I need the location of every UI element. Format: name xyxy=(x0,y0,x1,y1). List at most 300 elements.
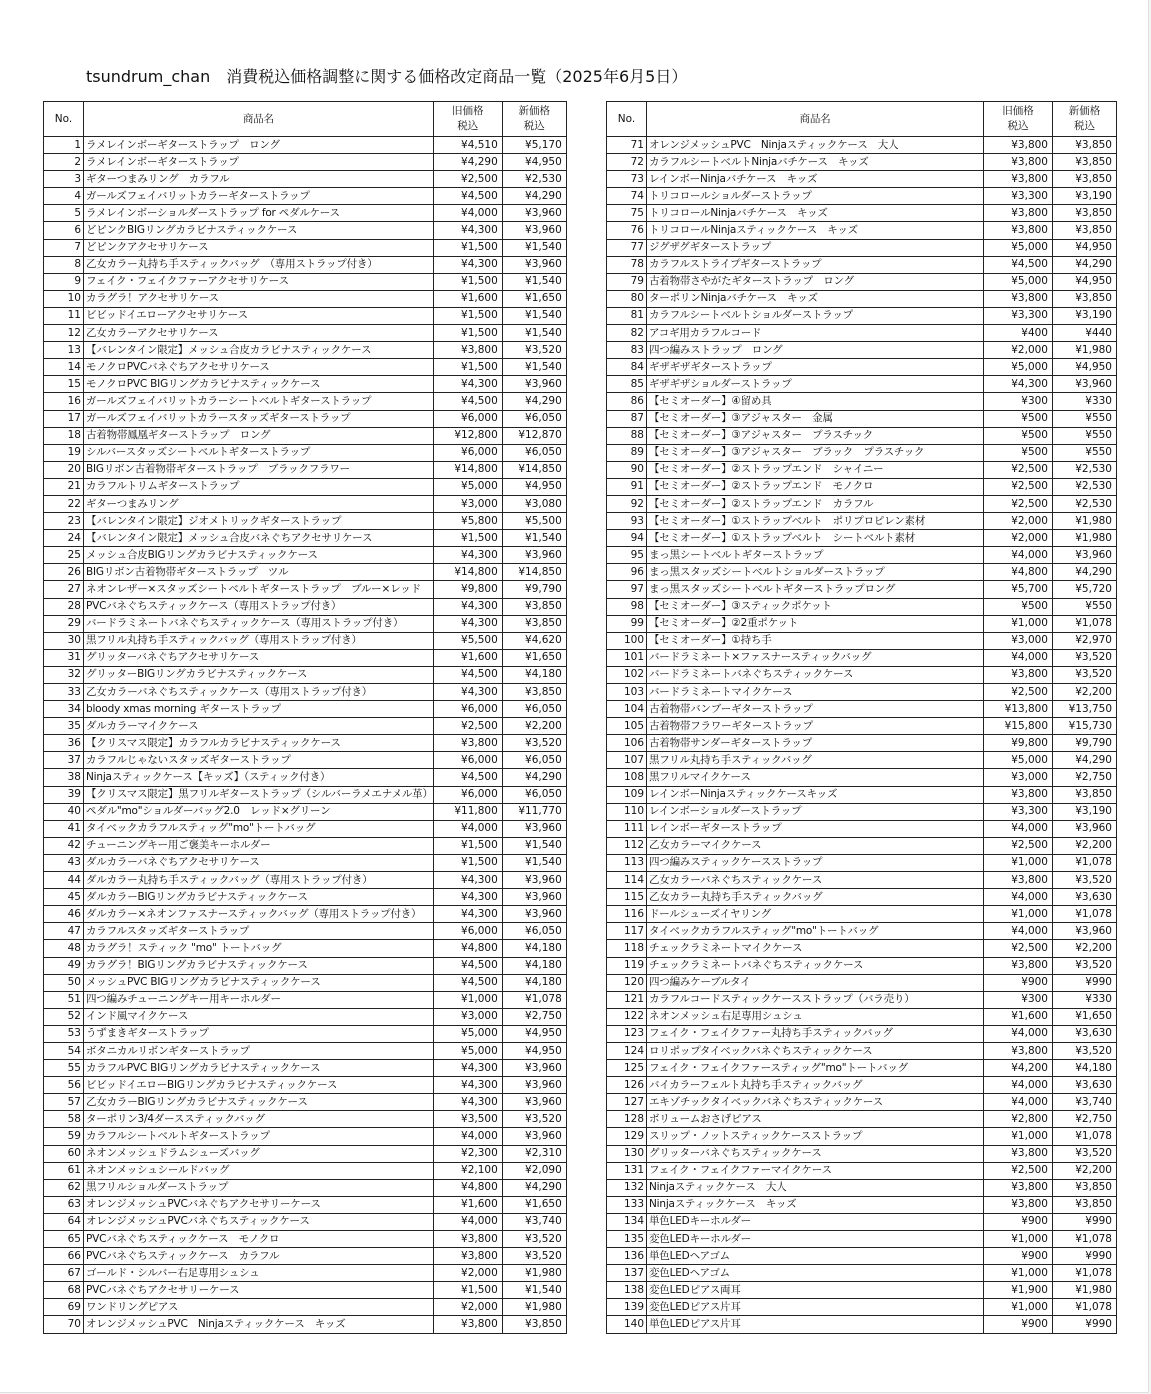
old-price: ¥3,800 xyxy=(984,137,1053,154)
new-price: ¥3,520 xyxy=(1053,1145,1117,1162)
table-row xyxy=(607,1248,1117,1265)
old-price: ¥900 xyxy=(984,974,1053,991)
new-price: ¥6,050 xyxy=(502,923,566,940)
table-row xyxy=(607,1179,1117,1196)
item-number: 80 xyxy=(607,290,647,307)
old-price: ¥4,300 xyxy=(433,256,502,273)
item-name: 乙女カラー丸持ち手スティックバッグ （専用ストラップ付き） xyxy=(84,256,434,273)
old-price: ¥3,800 xyxy=(984,1042,1053,1059)
new-price: ¥4,180 xyxy=(1053,1060,1117,1077)
old-price: ¥6,000 xyxy=(433,444,502,461)
table-row xyxy=(607,769,1117,786)
new-price: ¥1,078 xyxy=(1053,906,1117,923)
item-name: 変色LEDピアス片耳 xyxy=(647,1299,984,1316)
table-row xyxy=(44,735,567,752)
table-row xyxy=(607,410,1117,427)
new-price: ¥3,850 xyxy=(1053,290,1117,307)
new-price: ¥2,310 xyxy=(502,1145,566,1162)
item-number: 64 xyxy=(44,1213,84,1230)
old-price: ¥4,800 xyxy=(984,564,1053,581)
table-row xyxy=(44,1265,567,1282)
item-number: 35 xyxy=(44,718,84,735)
item-number: 4 xyxy=(44,188,84,205)
item-name: うずまきギターストラップ xyxy=(84,1025,434,1042)
item-number: 91 xyxy=(607,478,647,495)
item-number: 74 xyxy=(607,188,647,205)
item-name: ボタニカルリボンギターストラップ xyxy=(84,1042,434,1059)
item-name: エキゾチックタイベックバネぐちスティックケース xyxy=(647,1094,984,1111)
table-row xyxy=(607,188,1117,205)
new-price: ¥550 xyxy=(1053,444,1117,461)
item-name: ギザギザショルダーストラップ xyxy=(647,376,984,393)
old-price: ¥1,500 xyxy=(433,854,502,871)
new-price: ¥330 xyxy=(1053,393,1117,410)
item-name: インド風マイクケース xyxy=(84,1008,434,1025)
item-number: 120 xyxy=(607,974,647,991)
item-name: 単色LEDピアス片耳 xyxy=(647,1316,984,1333)
new-price: ¥11,770 xyxy=(502,803,566,820)
item-number: 108 xyxy=(607,769,647,786)
table-row xyxy=(607,735,1117,752)
item-name: Ninjaスティックケース キッズ xyxy=(647,1196,984,1213)
item-name: フェイク・フェイクファーアクセサリケース xyxy=(84,273,434,290)
new-price: ¥330 xyxy=(1053,991,1117,1008)
item-name: ギターつまみリング カラフル xyxy=(84,171,434,188)
item-name: メッシュPVC BIGリングカラビナスティックケース xyxy=(84,974,434,991)
item-name: ネオンレザー×スタッズシートベルトギターストラップ ブルー×レッド xyxy=(84,581,434,598)
item-name: ダルカラー丸持ち手スティックバッグ（専用ストラップ付き） xyxy=(84,872,434,889)
table-row xyxy=(44,239,567,256)
item-name: まっ黒スタッズシートベルトショルダーストラップ xyxy=(647,564,984,581)
table-row xyxy=(44,1111,567,1128)
item-number: 62 xyxy=(44,1179,84,1196)
item-number: 132 xyxy=(607,1179,647,1196)
table-row xyxy=(607,649,1117,666)
new-price: ¥3,960 xyxy=(502,256,566,273)
new-price: ¥3,630 xyxy=(1053,1077,1117,1094)
new-price: ¥3,960 xyxy=(502,222,566,239)
table-row xyxy=(607,684,1117,701)
item-name: どピンクBIGリングカラビナスティックケース xyxy=(84,222,434,239)
new-price: ¥4,180 xyxy=(502,666,566,683)
item-name: ビビッドイエローBIGリングカラビナスティックケース xyxy=(84,1077,434,1094)
item-number: 136 xyxy=(607,1248,647,1265)
new-price: ¥3,960 xyxy=(502,889,566,906)
new-price: ¥5,500 xyxy=(502,513,566,530)
item-name: ガールズフェイバリットカラーシートベルトギターストラップ xyxy=(84,393,434,410)
item-number: 33 xyxy=(44,684,84,701)
new-price: ¥4,950 xyxy=(502,154,566,171)
new-price: ¥1,980 xyxy=(502,1299,566,1316)
item-name: カラフルシートベルトギターストラップ xyxy=(84,1128,434,1145)
item-number: 31 xyxy=(44,649,84,666)
old-price: ¥3,800 xyxy=(984,154,1053,171)
item-name: どピンクアクセサリケース xyxy=(84,239,434,256)
old-price: ¥4,500 xyxy=(984,256,1053,273)
old-price: ¥4,000 xyxy=(984,649,1053,666)
new-price: ¥550 xyxy=(1053,598,1117,615)
old-price: ¥300 xyxy=(984,991,1053,1008)
new-price: ¥2,750 xyxy=(1053,769,1117,786)
item-number: 103 xyxy=(607,684,647,701)
item-number: 123 xyxy=(607,1025,647,1042)
new-price: ¥4,290 xyxy=(502,393,566,410)
item-name: 【バレンタイン限定】メッシュ合皮バネぐちアクセサリケース xyxy=(84,530,434,547)
header-old-price: 旧価格 税込 xyxy=(984,102,1053,137)
item-name: フェイク・フェイクファーマイクケース xyxy=(647,1162,984,1179)
item-name: ゴールド・シルバー右足専用シュシュ xyxy=(84,1265,434,1282)
old-price: ¥2,000 xyxy=(984,342,1053,359)
table-row xyxy=(607,205,1117,222)
item-number: 7 xyxy=(44,239,84,256)
item-number: 36 xyxy=(44,735,84,752)
table-row xyxy=(607,889,1117,906)
new-price: ¥5,170 xyxy=(502,137,566,154)
new-price: ¥990 xyxy=(1053,1316,1117,1333)
item-number: 102 xyxy=(607,666,647,683)
table-row xyxy=(44,837,567,854)
old-price: ¥4,510 xyxy=(433,137,502,154)
new-price: ¥1,540 xyxy=(502,325,566,342)
table-row xyxy=(44,171,567,188)
item-number: 104 xyxy=(607,701,647,718)
item-name: 黒フリルショルダーストラップ xyxy=(84,1179,434,1196)
item-number: 17 xyxy=(44,410,84,427)
old-price: ¥4,500 xyxy=(433,666,502,683)
old-price: ¥2,500 xyxy=(984,940,1053,957)
item-number: 114 xyxy=(607,872,647,889)
item-name: レインボーNinjaバチケース キッズ xyxy=(647,171,984,188)
old-price: ¥4,300 xyxy=(433,615,502,632)
item-name: トリコロールショルダーストラップ xyxy=(647,188,984,205)
item-name: ダルカラー×ネオンファスナースティックバッグ（専用ストラップ付き） xyxy=(84,906,434,923)
item-number: 99 xyxy=(607,615,647,632)
old-price: ¥2,500 xyxy=(984,495,1053,512)
item-name: トリコロールNinjaバチケース キッズ xyxy=(647,205,984,222)
item-number: 84 xyxy=(607,359,647,376)
new-price: ¥15,730 xyxy=(1053,718,1117,735)
item-number: 65 xyxy=(44,1231,84,1248)
item-name: オレンジメッシュPVC Ninjaスティックケース キッズ xyxy=(84,1316,434,1333)
old-price: ¥900 xyxy=(984,1316,1053,1333)
item-number: 135 xyxy=(607,1231,647,1248)
item-name: 単色LEDヘアゴム xyxy=(647,1248,984,1265)
old-price: ¥3,300 xyxy=(984,188,1053,205)
old-price: ¥1,500 xyxy=(433,273,502,290)
item-name: ラメレインボーショルダーストラップ for ペダルケース xyxy=(84,205,434,222)
item-name: オレンジメッシュPVC Ninjaスティックケース 大人 xyxy=(647,137,984,154)
new-price: ¥3,190 xyxy=(1053,188,1117,205)
new-price: ¥3,520 xyxy=(1053,1042,1117,1059)
table-row xyxy=(607,1145,1117,1162)
item-name: 乙女カラーBIGリングカラビナスティックケース xyxy=(84,1094,434,1111)
new-price: ¥12,870 xyxy=(502,427,566,444)
item-number: 48 xyxy=(44,940,84,957)
table-row xyxy=(44,803,567,820)
item-name: 黒フリルマイクケース xyxy=(647,769,984,786)
item-name: 四つ編みケーブルタイ xyxy=(647,974,984,991)
table-row xyxy=(44,393,567,410)
item-number: 3 xyxy=(44,171,84,188)
table-row xyxy=(44,649,567,666)
item-number: 128 xyxy=(607,1111,647,1128)
item-number: 25 xyxy=(44,547,84,564)
item-number: 60 xyxy=(44,1145,84,1162)
new-price: ¥550 xyxy=(1053,410,1117,427)
item-name: 四つ編みストラップ ロング xyxy=(647,342,984,359)
item-name: グリッターBIGリングカラビナスティックケース xyxy=(84,666,434,683)
item-name: スリップ・ノットスティックケースストラップ xyxy=(647,1128,984,1145)
item-number: 139 xyxy=(607,1299,647,1316)
item-name: チェックラミネートバネぐちスティックケース xyxy=(647,957,984,974)
item-number: 70 xyxy=(44,1316,84,1333)
item-name: ダルカラーマイクケース xyxy=(84,718,434,735)
table-row xyxy=(607,1299,1117,1316)
old-price: ¥4,300 xyxy=(433,872,502,889)
new-price: ¥1,078 xyxy=(1053,1299,1117,1316)
table-row xyxy=(607,290,1117,307)
item-number: 57 xyxy=(44,1094,84,1111)
table-row xyxy=(607,786,1117,803)
table-row xyxy=(607,427,1117,444)
new-price: ¥3,080 xyxy=(502,495,566,512)
new-price: ¥1,540 xyxy=(502,854,566,871)
table-row xyxy=(44,974,567,991)
old-price: ¥2,500 xyxy=(984,478,1053,495)
new-price: ¥2,750 xyxy=(1053,1111,1117,1128)
old-price: ¥1,000 xyxy=(984,1265,1053,1282)
new-price: ¥4,950 xyxy=(502,1025,566,1042)
item-number: 55 xyxy=(44,1060,84,1077)
new-price: ¥2,970 xyxy=(1053,632,1117,649)
item-name: 乙女カラー丸持ち手スティックバッグ xyxy=(647,889,984,906)
table-row xyxy=(607,359,1117,376)
new-price: ¥550 xyxy=(1053,427,1117,444)
old-price: ¥6,000 xyxy=(433,923,502,940)
table-row xyxy=(607,923,1117,940)
old-price: ¥2,100 xyxy=(433,1162,502,1179)
new-price: ¥6,050 xyxy=(502,701,566,718)
new-price: ¥1,540 xyxy=(502,307,566,324)
item-number: 88 xyxy=(607,427,647,444)
table-row xyxy=(44,1248,567,1265)
new-price: ¥3,850 xyxy=(1053,171,1117,188)
item-name: ガールズフェイバリットカラースタッズギターストラップ xyxy=(84,410,434,427)
old-price: ¥2,000 xyxy=(433,1265,502,1282)
old-price: ¥5,500 xyxy=(433,632,502,649)
table-row xyxy=(607,325,1117,342)
table-row xyxy=(44,854,567,871)
new-price: ¥4,950 xyxy=(502,1042,566,1059)
item-name: 古着物帯鳳凰ギターストラップ ロング xyxy=(84,427,434,444)
old-price: ¥4,300 xyxy=(984,376,1053,393)
item-number: 115 xyxy=(607,889,647,906)
item-name: アコギ用カラフルコード xyxy=(647,325,984,342)
item-name: カラフルトリムギターストラップ xyxy=(84,478,434,495)
item-name: カラグラ！アクセサリケース xyxy=(84,290,434,307)
item-number: 6 xyxy=(44,222,84,239)
old-price: ¥14,800 xyxy=(433,461,502,478)
old-price: ¥4,500 xyxy=(433,393,502,410)
table-row xyxy=(607,1282,1117,1299)
table-row xyxy=(44,1316,567,1333)
table-header-row xyxy=(44,102,567,137)
new-price: ¥3,740 xyxy=(502,1213,566,1230)
new-price: ¥13,750 xyxy=(1053,701,1117,718)
item-name: ドールシューズイヤリング xyxy=(647,906,984,923)
new-price: ¥2,200 xyxy=(1053,684,1117,701)
new-price: ¥3,850 xyxy=(502,598,566,615)
table-row xyxy=(607,530,1117,547)
old-price: ¥1,500 xyxy=(433,1282,502,1299)
old-price: ¥6,000 xyxy=(433,752,502,769)
new-price: ¥3,960 xyxy=(502,1094,566,1111)
table-row xyxy=(44,889,567,906)
item-name: タイベックカラフルスティッグ"mo"トートバッグ xyxy=(84,820,434,837)
new-price: ¥6,050 xyxy=(502,786,566,803)
table-row xyxy=(44,598,567,615)
item-name: Ninjaスティックケース【キッズ】（スティック付き） xyxy=(84,769,434,786)
item-number: 14 xyxy=(44,359,84,376)
item-number: 90 xyxy=(607,461,647,478)
item-name: 四つ編みチューニングキー用キーホルダー xyxy=(84,991,434,1008)
item-number: 66 xyxy=(44,1248,84,1265)
item-number: 75 xyxy=(607,205,647,222)
new-price: ¥3,960 xyxy=(1053,923,1117,940)
table-row xyxy=(44,1196,567,1213)
table-row xyxy=(607,376,1117,393)
new-price: ¥3,520 xyxy=(1053,872,1117,889)
item-name: ジグザグギターストラップ xyxy=(647,239,984,256)
table-row xyxy=(44,1128,567,1145)
table-row xyxy=(44,205,567,222)
new-price: ¥990 xyxy=(1053,1213,1117,1230)
table-row xyxy=(44,1179,567,1196)
table-row xyxy=(607,854,1117,871)
new-price: ¥440 xyxy=(1053,325,1117,342)
new-price: ¥4,950 xyxy=(1053,273,1117,290)
old-price: ¥5,700 xyxy=(984,581,1053,598)
item-number: 67 xyxy=(44,1265,84,1282)
table-row xyxy=(44,188,567,205)
item-name: 【バレンタイン限定】メッシュ合皮カラビナスティックケース xyxy=(84,342,434,359)
new-price: ¥1,650 xyxy=(502,649,566,666)
item-number: 140 xyxy=(607,1316,647,1333)
old-price: ¥4,000 xyxy=(433,1213,502,1230)
page-title: tsundrum_chan 消費税込価格調整に関する価格改定商品一覧（2025年6月5日） xyxy=(86,67,688,86)
table-row xyxy=(607,940,1117,957)
item-name: カラフルストライプギターストラップ xyxy=(647,256,984,273)
item-number: 109 xyxy=(607,786,647,803)
new-price: ¥3,850 xyxy=(502,615,566,632)
table-row xyxy=(607,632,1117,649)
table-row xyxy=(44,478,567,495)
table-row xyxy=(44,872,567,889)
table-row xyxy=(44,752,567,769)
new-price: ¥3,520 xyxy=(1053,957,1117,974)
new-price: ¥2,200 xyxy=(1053,1162,1117,1179)
item-name: ボリュームおさげピアス xyxy=(647,1111,984,1128)
item-name: 【セミオーダー】③スティックポケット xyxy=(647,598,984,615)
price-table-right xyxy=(606,101,1117,1334)
old-price: ¥4,290 xyxy=(433,154,502,171)
old-price: ¥14,800 xyxy=(433,564,502,581)
item-number: 43 xyxy=(44,854,84,871)
item-number: 13 xyxy=(44,342,84,359)
new-price: ¥3,960 xyxy=(1053,820,1117,837)
table-row xyxy=(607,564,1117,581)
table-row xyxy=(44,991,567,1008)
old-price: ¥2,000 xyxy=(433,1299,502,1316)
old-price: ¥5,000 xyxy=(984,239,1053,256)
item-number: 87 xyxy=(607,410,647,427)
new-price: ¥1,078 xyxy=(1053,854,1117,871)
old-price: ¥1,000 xyxy=(984,854,1053,871)
item-name: ビビッドイエローアクセサリケース xyxy=(84,307,434,324)
item-name: ターポリンNinjaバチケース キッズ xyxy=(647,290,984,307)
item-number: 92 xyxy=(607,495,647,512)
table-row xyxy=(607,137,1117,154)
table-row xyxy=(607,171,1117,188)
item-number: 111 xyxy=(607,820,647,837)
item-number: 40 xyxy=(44,803,84,820)
table-row xyxy=(607,1213,1117,1230)
table-row xyxy=(44,154,567,171)
old-price: ¥4,000 xyxy=(433,205,502,222)
table-row xyxy=(44,1299,567,1316)
item-number: 11 xyxy=(44,307,84,324)
item-number: 105 xyxy=(607,718,647,735)
item-number: 83 xyxy=(607,342,647,359)
table-row xyxy=(607,1265,1117,1282)
new-price: ¥2,200 xyxy=(1053,940,1117,957)
new-price: ¥2,530 xyxy=(1053,495,1117,512)
item-number: 8 xyxy=(44,256,84,273)
item-number: 119 xyxy=(607,957,647,974)
item-number: 137 xyxy=(607,1265,647,1282)
item-number: 134 xyxy=(607,1213,647,1230)
header-name: 商品名 xyxy=(647,102,984,137)
item-number: 129 xyxy=(607,1128,647,1145)
table-header-row xyxy=(607,102,1117,137)
table-row xyxy=(44,427,567,444)
table-row xyxy=(44,1094,567,1111)
new-price: ¥3,960 xyxy=(502,820,566,837)
item-name: バードラミネートマイクケース xyxy=(647,684,984,701)
new-price: ¥1,980 xyxy=(1053,342,1117,359)
table-row xyxy=(607,1008,1117,1025)
item-name: 変色LEDキーホルダー xyxy=(647,1231,984,1248)
new-price: ¥4,290 xyxy=(1053,256,1117,273)
old-price: ¥3,300 xyxy=(984,803,1053,820)
item-number: 107 xyxy=(607,752,647,769)
old-price: ¥1,600 xyxy=(984,1008,1053,1025)
item-name: モノクロPVCバネぐちアクセサリケース xyxy=(84,359,434,376)
table-row xyxy=(44,307,567,324)
item-number: 116 xyxy=(607,906,647,923)
item-number: 59 xyxy=(44,1128,84,1145)
item-name: 変色LEDピアス両耳 xyxy=(647,1282,984,1299)
item-name: 【セミオーダー】①ストラップベルト シートベルト素材 xyxy=(647,530,984,547)
item-number: 38 xyxy=(44,769,84,786)
table-row xyxy=(607,1196,1117,1213)
table-row xyxy=(607,598,1117,615)
item-number: 95 xyxy=(607,547,647,564)
new-price: ¥3,850 xyxy=(502,1316,566,1333)
old-price: ¥1,500 xyxy=(433,359,502,376)
item-number: 138 xyxy=(607,1282,647,1299)
item-name: カラグラ！BIGリングカラビナスティックケース xyxy=(84,957,434,974)
